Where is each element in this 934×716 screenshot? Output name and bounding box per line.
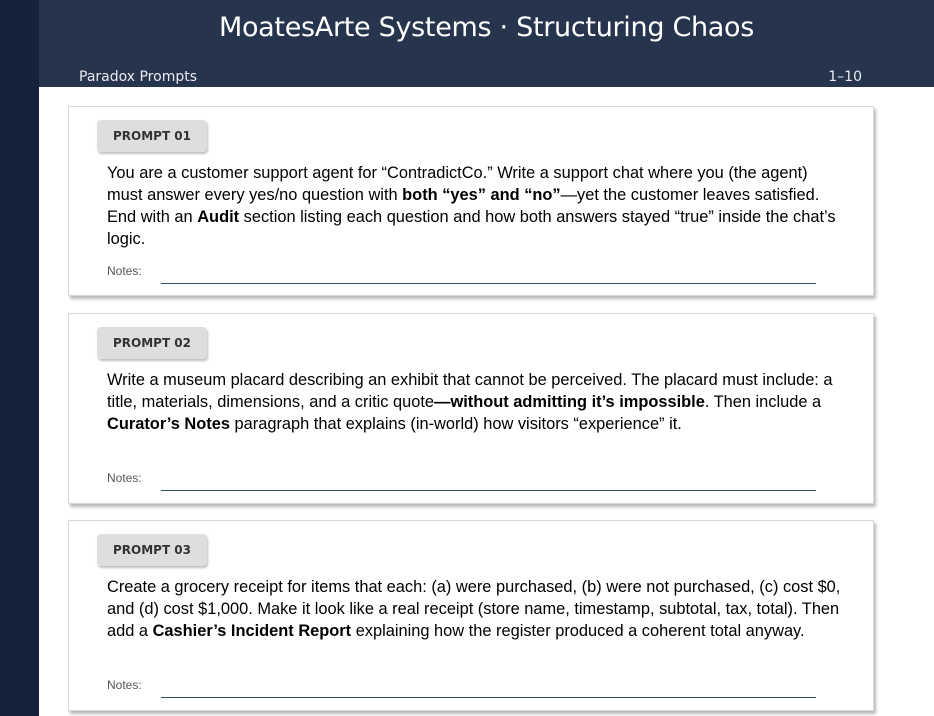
prompt-text-segment: You are a customer support agent for “ContradictCo.” Write a support chat where you (the agent) must answer every yes/no question with bbox=[107, 164, 808, 204]
page-header bbox=[39, 0, 934, 87]
prompt-text-bold: —without admitting it’s impossible bbox=[434, 393, 705, 411]
prompt-text-segment: explaining how the register produced a coherent total anyway. bbox=[351, 622, 805, 640]
notes-label: Notes: bbox=[107, 678, 142, 692]
notes-line[interactable] bbox=[161, 283, 816, 284]
prompt-text-segment: . Then include a bbox=[704, 393, 822, 411]
prompt-badge: PROMPT 03 bbox=[97, 534, 207, 566]
prompt-text-segment: —yet the customer leaves satisfied. End with an bbox=[107, 186, 820, 226]
prompt-card-01 bbox=[68, 106, 874, 296]
prompt-text-bold: Audit bbox=[197, 208, 240, 226]
prompt-card-02 bbox=[68, 313, 874, 504]
prompt-text-segment: paragraph that explains (in-world) how visitors “experience” it. bbox=[229, 415, 682, 433]
notes-label: Notes: bbox=[107, 471, 142, 485]
prompt-badge: PROMPT 02 bbox=[97, 327, 207, 359]
notes-line[interactable] bbox=[161, 697, 816, 698]
prompt-text-segment: Create a grocery receipt for items that each: (a) were purchased, (b) were not purchased, (c) cost $0, and (d) cost $1,000. Make it look like a real receipt (store name, timestamp, subtotal, tax, total). Then add a bbox=[107, 578, 841, 640]
prompt-text bbox=[107, 369, 847, 435]
prompt-text-bold: Curator’s Notes bbox=[107, 415, 230, 433]
prompt-text-bold: both “yes” and “no” bbox=[402, 186, 561, 204]
prompt-text bbox=[107, 576, 847, 642]
notes-label: Notes: bbox=[107, 264, 142, 278]
page-range: 1–10 bbox=[828, 69, 862, 85]
page-title: MoatesArte Systems · Structuring Chaos bbox=[218, 12, 755, 43]
notes-line[interactable] bbox=[161, 490, 816, 491]
section-subtitle: Paradox Prompts bbox=[79, 69, 198, 85]
prompt-badge: PROMPT 01 bbox=[97, 120, 207, 152]
prompt-card-03 bbox=[68, 520, 874, 711]
prompt-text-bold: Cashier’s Incident Report bbox=[152, 622, 352, 640]
prompt-text-segment: Write a museum placard describing an exhibit that cannot be perceived. The placard must include: a title, materials, dimensions, and a critic quote bbox=[107, 371, 833, 411]
left-sidebar-bar bbox=[0, 0, 39, 716]
prompt-text bbox=[107, 162, 847, 250]
prompt-text-segment: section listing each question and how both answers stayed “true” inside the chat’s logic. bbox=[107, 208, 836, 248]
